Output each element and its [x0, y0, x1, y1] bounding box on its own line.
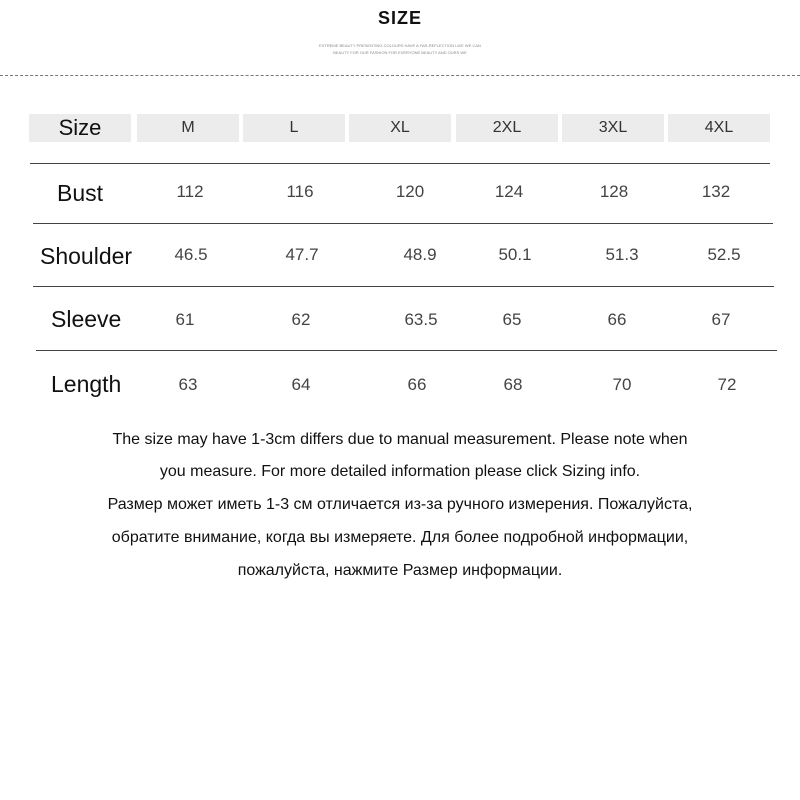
table-cell: 70 [612, 375, 632, 394]
table-cell: 50.1 [498, 245, 532, 264]
note-line: The size may have 1-3cm differs due to manual measurement. Please note when [112, 431, 688, 448]
table-cell: 61 [175, 310, 195, 329]
row-label-length: Length [51, 371, 122, 397]
table-cell: 67 [711, 310, 731, 329]
table-cell: 124 [494, 182, 524, 201]
tagline-line: BEAUTY FOR OUR FASHION FOR EVERYONE BEAUTY AND OURS WE [333, 50, 467, 55]
note-line: you measure. For more detailed information please click Sizing info. [159, 463, 641, 480]
row-label-shoulder: Shoulder [40, 243, 133, 269]
header-cell-xl: XL [349, 114, 451, 142]
note-line: пожалуйста, нажмите Размер информации. [237, 562, 563, 579]
header-cell-3xl: 3XL [562, 114, 664, 142]
table-cell: 72 [717, 375, 737, 394]
header-cell-m: M [137, 114, 239, 142]
table-cell: 116 [286, 182, 314, 201]
table-cell: 66 [407, 375, 427, 394]
note-line: обратите внимание, когда вы измеряете. Для более подробной информации, [111, 529, 689, 546]
table-cell: 46.5 [174, 245, 208, 264]
table-cell: 47.7 [285, 245, 319, 264]
row-divider [33, 223, 773, 224]
header-cell-size: Size [29, 114, 131, 142]
table-cell: 120 [395, 182, 425, 201]
table-cell: 112 [176, 182, 204, 201]
table-cell: 51.3 [605, 245, 639, 264]
table-cell: 52.5 [707, 245, 741, 264]
row-label-bust: Bust [57, 180, 104, 206]
row-label-sleeve: Sleeve [51, 306, 122, 332]
row-divider [33, 286, 774, 287]
table-cell: 63.5 [404, 310, 438, 329]
note-line: Размер может иметь 1-3 см отличается из-за ручного измерения. Пожалуйста, [107, 496, 693, 513]
header-cell-l: L [243, 114, 345, 142]
table-cell: 66 [607, 310, 627, 329]
tagline-line: EXTREME BEAUTY PRESENTING COLOURS HAVE A FAR-REFLECTION LIKE WE CAN [319, 43, 481, 48]
row-divider [36, 350, 777, 351]
table-cell: 65 [502, 310, 522, 329]
table-cell: 63 [178, 375, 198, 394]
table-cell: 132 [701, 182, 731, 201]
table-cell: 48.9 [403, 245, 437, 264]
page-title: SIZE [377, 8, 422, 28]
table-cell: 62 [291, 310, 311, 329]
table-cell: 64 [291, 375, 311, 394]
table-cell: 128 [599, 182, 629, 201]
table-cell: 68 [503, 375, 523, 394]
row-divider [30, 163, 770, 164]
header-cell-2xl: 2XL [456, 114, 558, 142]
header-cell-4xl: 4XL [668, 114, 770, 142]
